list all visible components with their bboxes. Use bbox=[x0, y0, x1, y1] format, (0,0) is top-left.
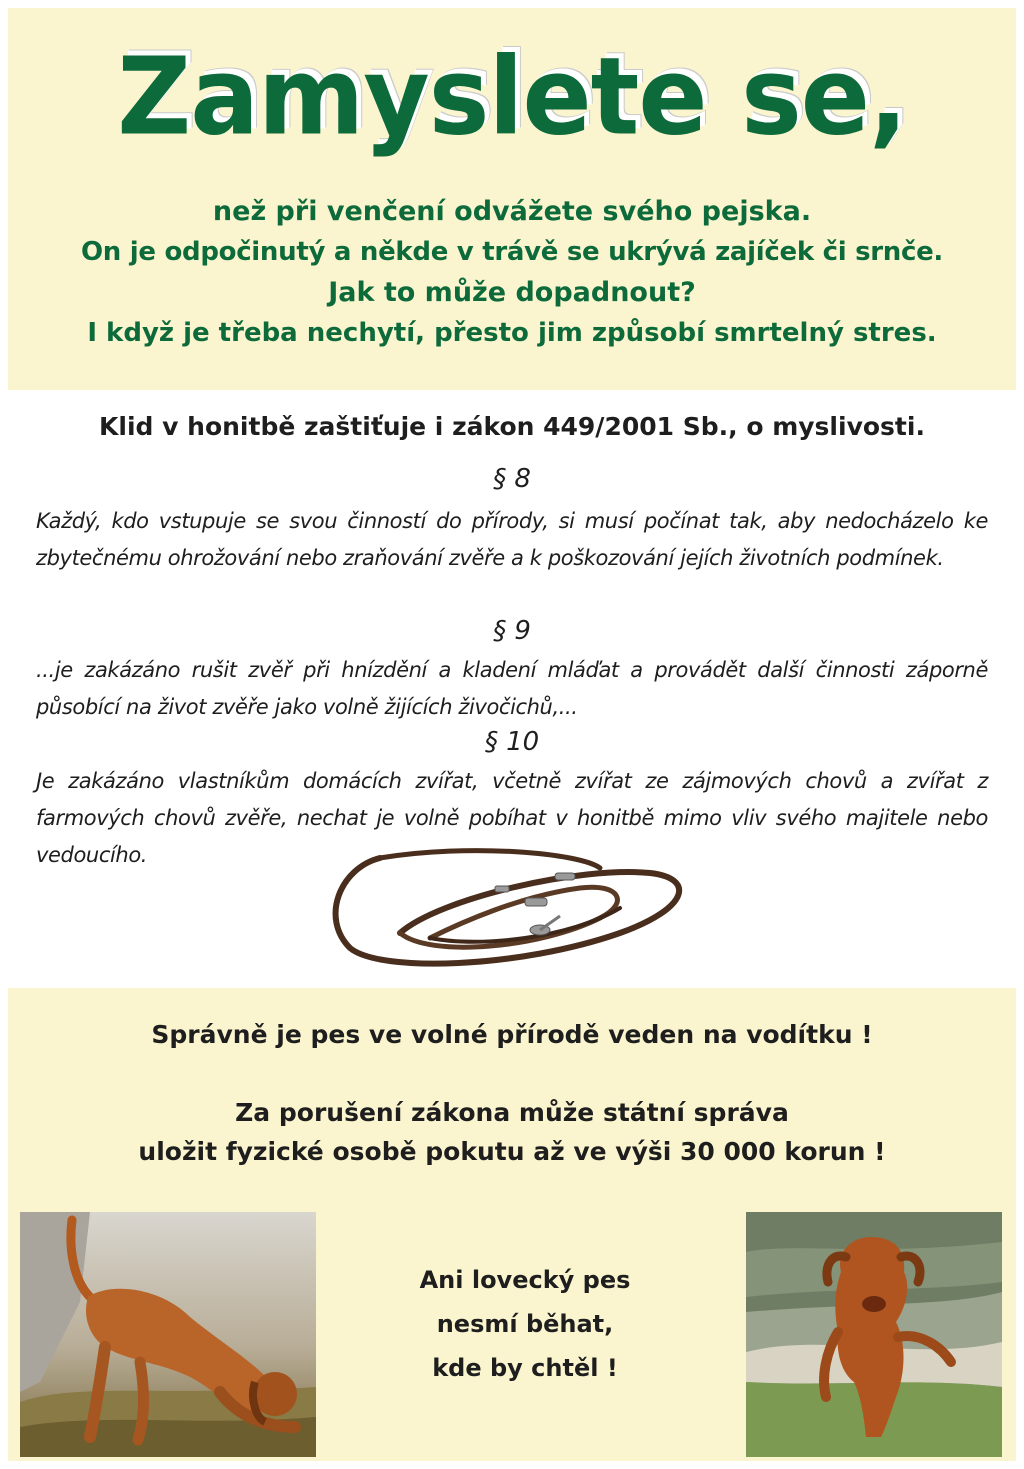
headline: Zamyslete se, bbox=[117, 35, 907, 160]
intro-line-3: Jak to může dopadnout? bbox=[328, 277, 696, 308]
fine-line-1: Za porušení zákona může státní správa bbox=[235, 1098, 789, 1127]
dog-note-line-1: Ani lovecký pes bbox=[419, 1266, 631, 1294]
section-text-8: Každý, kdo vstupuje se svou činností do přírody, si musí počínat tak, aby nedocházelo ke zbytečnému ohrožování nebo zraňování zvěře a k poškozování jejích životních podmínek. bbox=[36, 509, 988, 570]
section-mark-10: § 10 bbox=[484, 727, 540, 757]
fine-line-2: uložit fyzické osobě pokutu až ve výši 30 000 korun ! bbox=[138, 1137, 886, 1166]
leash-image bbox=[320, 838, 700, 978]
intro-line-2: On je odpočinutý a někde v trávě se ukrývá zajíček či srnče. bbox=[80, 237, 943, 267]
section-text-10: Je zakázáno vlastníkům domácích zvířat, včetně zvířat ze zájmových chovů a zvířat z farmových chovů zvěře, nechat je volně pobíhat v honitbě mimo vliv svého majitele nebo vedoucího. bbox=[36, 769, 988, 867]
section-mark-8: § 8 bbox=[493, 464, 531, 494]
law-heading: Klid v honitbě zaštiťuje i zákon 449/2001 Sb., o myslivosti. bbox=[99, 412, 925, 441]
intro-line-4: I když je třeba nechytí, přesto jim způsobí smrtelný stres. bbox=[87, 318, 937, 348]
section-mark-9: § 9 bbox=[493, 616, 531, 646]
dog-digging-photo bbox=[20, 1212, 316, 1457]
dog-note-line-2: nesmí běhat, bbox=[436, 1310, 614, 1338]
dog-note-line-3: kde by chtěl ! bbox=[432, 1354, 618, 1382]
intro-line-1: než při venčení odvážete svého pejska. bbox=[212, 196, 812, 227]
dog-running-photo bbox=[746, 1212, 1002, 1457]
leash-notice: Správně je pes ve volné přírodě veden na vodítku ! bbox=[151, 1020, 873, 1049]
section-text-9: ...je zakázáno rušit zvěř při hnízdění a kladení mláďat a provádět další činnosti záporně působící na život zvěře jako volně žijících živočichů,... bbox=[36, 658, 988, 719]
